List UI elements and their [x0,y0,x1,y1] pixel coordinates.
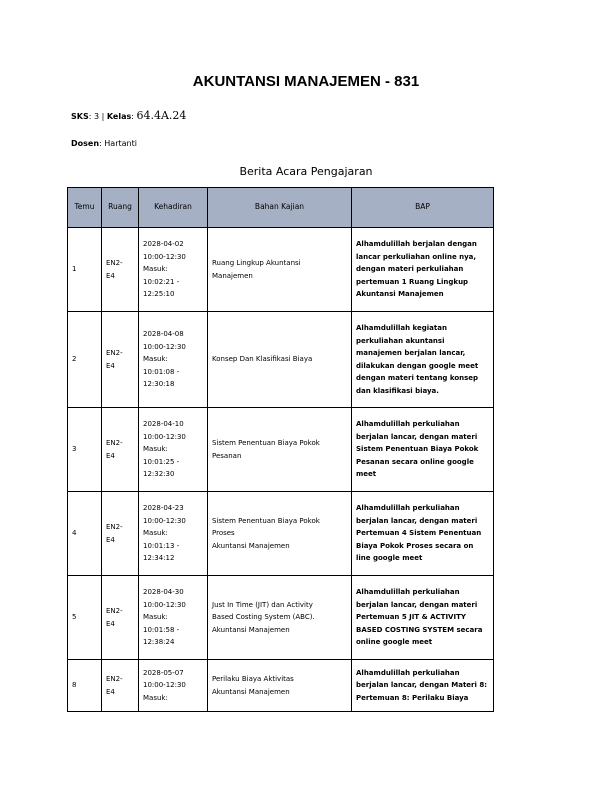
lecturer-info-line [71,139,137,148]
cell-kehadiran-line: 2028-04-10 [143,420,184,429]
cell-kehadiran [139,660,208,712]
cell-bahan-kajian-line: Proses [212,529,235,538]
cell-bap-line: Pertemuan 4 Sistem Penentuan [356,529,482,538]
cell-kehadiran-line: 10:01:58 - [143,625,180,634]
cell-bahan-kajian [208,492,352,576]
cell-kehadiran-line: 10:00-12:30 [143,600,186,609]
cell-bap-line: Biaya Pokok Proses secara on [356,541,474,550]
cell-kehadiran-line: 10:00-12:30 [143,516,186,525]
cell-bap-line: Pertemuan 5 JIT & ACTIVITY [356,613,466,622]
cell-bap-line: dengan materi perkuliahan [356,265,464,274]
cell-ruang-line: EN2- [106,349,123,357]
cell-ruang [102,312,139,408]
cell-bahan-kajian-line: Based Costing System (ABC). [212,613,315,622]
column-header-ruang: Ruang [102,188,139,228]
cell-temu-text: 5 [72,613,77,622]
cell-bap-line: berjalan lancar, dengan materi [356,600,478,609]
cell-ruang [102,660,139,712]
cell-ruang-line: E4 [106,535,115,544]
cell-bap [352,408,494,492]
cell-ruang-line: EN2- [106,259,123,267]
cell-kehadiran [139,576,208,660]
cell-temu [68,492,102,576]
cell-bahan-kajian-line: Konsep Dan Klasifikasi Biaya [212,355,313,364]
cell-kehadiran-line: 2028-05-07 [143,668,184,677]
cell-kehadiran-line: 12:25:10 [143,290,175,299]
course-info-line [71,109,186,122]
cell-bahan-kajian-line: Perilaku Biaya Aktivitas [212,675,294,683]
cell-kehadiran-line: 10:01:25 - [143,457,180,466]
cell-bap-line: dan klasifikasi biaya. [356,386,439,395]
cell-bap-line: line google meet [356,554,423,563]
sks-value: : 3 | [88,112,105,121]
cell-kehadiran-line: 2028-04-23 [143,504,184,513]
cell-bap [352,312,494,408]
cell-bap [352,228,494,312]
cell-bap-line: meet [356,470,377,479]
cell-bap-line: Alhamdulillah perkuliahan [356,668,460,677]
cell-ruang-line: EN2- [106,523,123,531]
cell-kehadiran-line: 10:00-12:30 [143,681,186,690]
cell-bahan-kajian [208,228,352,312]
cell-bahan-kajian-line: Akuntansi Manajemen [212,625,290,634]
cell-bahan-kajian-line: Sistem Penentuan Biaya Pokok [212,516,320,525]
cell-temu-text: 1 [72,265,77,274]
cell-kehadiran [139,312,208,408]
kelas-value: 64.4A.24 [136,109,187,122]
kelas-colon: : [131,112,137,121]
table-row [68,492,494,576]
cell-ruang-line: EN2- [106,607,123,615]
cell-bahan-kajian-line: Manajemen [212,271,253,280]
cell-kehadiran-line: 12:34:12 [143,554,175,563]
cell-kehadiran-line: Masuk: [143,529,168,538]
cell-temu-text: 8 [72,681,77,690]
document-title: AKUNTANSI MANAJEMEN - 831 [192,73,420,90]
cell-bahan-kajian [208,576,352,660]
cell-kehadiran-line: Masuk: [143,265,168,274]
cell-ruang-line: E4 [106,451,115,460]
table-header-row [68,188,494,228]
cell-kehadiran-line: 10:00-12:30 [143,432,186,441]
cell-bap-line: Pertemuan 8: Perilaku Biaya [356,693,469,702]
section-title: Berita Acara Pengajaran [239,165,373,178]
cell-kehadiran-line: 10:01:08 - [143,367,180,376]
cell-bap-line: dilakukan dengan google meet [356,361,479,370]
column-header-bap: BAP [352,188,494,228]
cell-ruang-line: E4 [106,687,115,696]
cell-bap-line: perkuliahan akuntansi [356,336,445,345]
cell-kehadiran-line: 10:00-12:30 [143,342,186,351]
cell-bahan-kajian-line: Akuntansi Manajemen [212,541,290,550]
cell-kehadiran-line: 12:32:30 [143,470,175,479]
cell-kehadiran-line: 2028-04-02 [143,240,184,249]
cell-bap-line: Pesanan secara online google [356,457,474,466]
table-row [68,228,494,312]
cell-temu [68,660,102,712]
table-row [68,312,494,408]
cell-kehadiran-line: 12:38:24 [143,638,175,647]
cell-bap-line: Akuntansi Manajemen [356,290,444,299]
table-row [68,408,494,492]
cell-kehadiran-line: Masuk: [143,613,168,622]
cell-kehadiran-line: 10:01:13 - [143,541,180,550]
cell-bap-line: pertemuan 1 Ruang Lingkup [356,277,469,286]
cell-ruang [102,576,139,660]
cell-bap-line: Alhamdulillah perkuliahan [356,588,460,597]
cell-kehadiran [139,408,208,492]
table-row [68,660,494,712]
cell-bahan-kajian-line: Just In Time (JIT) dan Activity [212,600,313,609]
cell-kehadiran-line: 10:02:21 - [143,277,180,286]
cell-bap-line: Alhamdulillah perkuliahan [356,504,460,513]
column-header-temu: Temu [68,188,102,228]
cell-bap-line: Alhamdulillah perkuliahan [356,420,460,429]
cell-bahan-kajian-line: Sistem Penentuan Biaya Pokok [212,439,320,447]
teaching-report-table [67,187,494,712]
cell-bahan-kajian [208,660,352,712]
cell-temu-text: 4 [72,529,77,538]
cell-bap-line: BASED COSTING SYSTEM secara [356,625,483,634]
cell-ruang-line: E4 [106,361,115,370]
cell-bap [352,492,494,576]
cell-bahan-kajian-line: Akuntansi Manajemen [212,687,290,696]
column-header-bahan-kajian: Bahan Kajian [208,188,352,228]
dosen-label: Dosen [71,139,100,148]
cell-temu [68,408,102,492]
cell-kehadiran-line: Masuk: [143,355,168,364]
cell-bap-line: dengan materi tentang konsep [356,374,479,382]
cell-bap-line: lancar perkuliahan online nya, [356,252,477,261]
cell-kehadiran-line: Masuk: [143,445,168,454]
cell-bap [352,576,494,660]
cell-temu-text: 2 [72,355,77,364]
cell-bahan-kajian [208,312,352,408]
cell-bap-line: berjalan lancar, dengan Materi 8: [356,681,488,690]
cell-bahan-kajian-line: Pesanan [212,451,242,460]
table-row [68,576,494,660]
cell-bap-line: berjalan lancar, dengan materi [356,516,478,525]
cell-temu [68,228,102,312]
cell-ruang-line: EN2- [106,439,123,447]
dosen-value: : Hartanti [99,139,137,148]
cell-ruang [102,492,139,576]
cell-ruang-line: E4 [106,619,115,628]
cell-ruang [102,228,139,312]
cell-kehadiran-line: 10:00-12:30 [143,252,186,261]
cell-ruang [102,408,139,492]
cell-bap-line: manajemen berjalan lancar, [356,349,466,357]
cell-bap-line: online google meet [356,638,433,647]
cell-bahan-kajian [208,408,352,492]
cell-temu [68,576,102,660]
kelas-label: Kelas [106,112,132,121]
cell-kehadiran-line: 12:30:18 [143,380,175,389]
sks-label: SKS [71,112,89,121]
cell-kehadiran [139,228,208,312]
cell-bap-line: berjalan lancar, dengan materi [356,432,478,441]
cell-bap-line: Sistem Penentuan Biaya Pokok [356,445,479,454]
cell-ruang-line: E4 [106,271,115,280]
cell-kehadiran-line: 2028-04-30 [143,588,184,597]
cell-ruang-line: EN2- [106,675,123,683]
cell-bap-line: Alhamdulillah kegiatan [356,324,447,332]
column-header-kehadiran: Kehadiran [139,188,208,228]
cell-bap [352,660,494,712]
cell-kehadiran-line: Masuk: [143,693,168,702]
cell-kehadiran [139,492,208,576]
cell-temu-text: 3 [72,445,77,454]
cell-bap-line: Alhamdulillah berjalan dengan [356,240,477,249]
cell-kehadiran-line: 2028-04-08 [143,330,184,339]
cell-temu [68,312,102,408]
cell-bahan-kajian-line: Ruang Lingkup Akuntansi [212,259,301,267]
table-body [68,228,494,712]
